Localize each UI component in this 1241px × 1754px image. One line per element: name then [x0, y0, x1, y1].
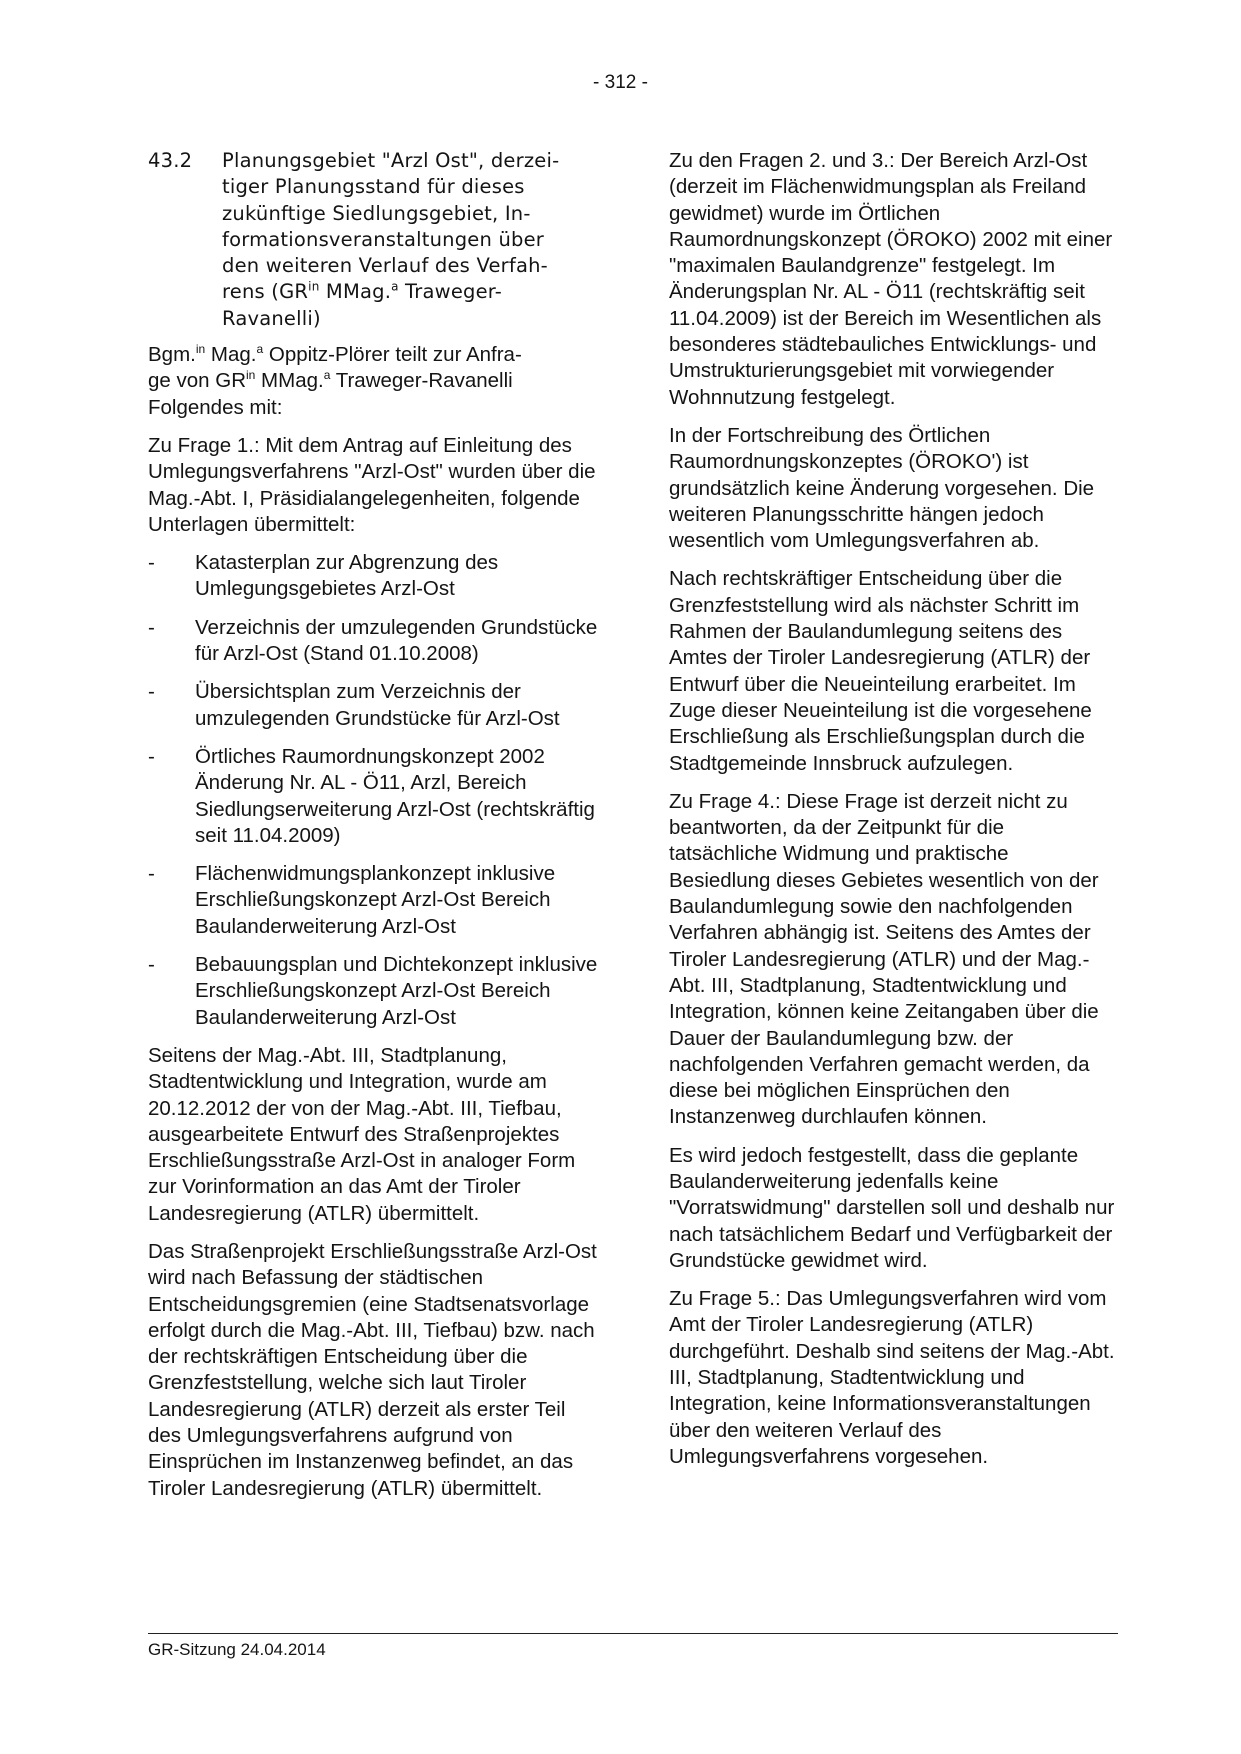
bullet-dash: -	[148, 551, 155, 575]
footer-divider	[148, 1633, 1118, 1634]
intro-text: Bgm.	[148, 343, 196, 367]
question-1-paragraph: Zu Frage 1.: Mit dem Antrag auf Einleitung des Umlegungsverfahrens "Arzl-Ost" wurden über die Mag.-Abt. I, Präsidialangelegenheiten, folgende Unterlagen übermittelt:	[148, 433, 596, 536]
section-title	[222, 148, 598, 332]
superscript: a	[391, 279, 399, 294]
document-list	[148, 550, 598, 1031]
list-item	[148, 861, 598, 940]
entscheidung-paragraph: Nach rechtskräftiger Entscheidung über die Grenzfeststellung wird als nächster Schritt im Rahmen der Baulandumlegung seitens des Amtes der Tiroler Landesregierung (ATLR) der Entwurf über die Neueinteilung erarbeitet. Im Zuge dieser Neueinteilung ist die vorgesehene Erschließung als Erschließungsplan durch die Stadtgemeinde Innsbruck aufzulegen.	[669, 567, 1092, 775]
section-title-line: zukünftige Siedlungsgebiet, In-	[222, 201, 531, 225]
section-title-line: tiger Planungsstand für dieses	[222, 175, 525, 199]
page-number: - 312 -	[593, 72, 648, 93]
section-title-line: den weiteren Verlauf des Verfah-	[222, 254, 548, 278]
section-title-text: MMag.	[319, 280, 392, 304]
list-item-text: Übersichtsplan zum Verzeichnis der umzulegenden Grundstücke für Arzl-Ost	[195, 680, 560, 730]
superscript: a	[256, 342, 264, 357]
superscript: a	[323, 368, 331, 383]
seitens-paragraph: Seitens der Mag.-Abt. III, Stadtplanung, Stadtentwicklung und Integration, wurde am 20.12.2012 der von der Mag.-Abt. III, Tiefbau, ausgearbeitete Entwurf des Straßenprojektes Erschließungsstraße Arzl-Ost in analoger Form zur Vorinformation an das Amt der Tiroler Landesregierung (ATLR) übermittelt.	[148, 1043, 576, 1225]
intro-text: Folgendes mit:	[148, 395, 283, 419]
section-title-text: Traweger-	[398, 280, 502, 304]
intro-text: Traweger-Ravanelli	[330, 369, 513, 393]
question-4-paragraph: Zu Frage 4.: Diese Frage ist derzeit nicht zu beantworten, da der Zeitpunkt für die tatsächliche Widmung und praktische Besiedlung dieses Gebietes wesentlich von der Baulandumlegung sowie den nachfolgenden Verfahren abhängig ist. Seitens des Amtes der Tiroler Landesregierung (ATLR) und der Mag.-Abt. III, Stadtplanung, Stadtentwicklung und Integration, können keine Zeitangaben über die Dauer der Baulandumlegung bzw. der nachfolgenden Verfahren gemacht werden, da diese bei möglichen Einsprüchen den Instanzenweg durchlaufen können.	[669, 789, 1099, 1129]
bullet-dash: -	[148, 680, 155, 704]
list-item-text: Verzeichnis der umzulegenden Grundstücke für Arzl-Ost (Stand 01.10.2008)	[195, 615, 598, 666]
left-column	[148, 148, 598, 1514]
list-item	[148, 952, 598, 1031]
intro-text: Oppitz-Plörer teilt zur Anfra-	[263, 343, 522, 367]
section-title-line: Planungsgebiet "Arzl Ost", derzei-	[222, 149, 560, 172]
list-item-text: Bebauungsplan und Dichtekonzept inklusive Erschließungskonzept Arzl-Ost Bereich Baulanderweiterung Arzl-Ost	[195, 953, 598, 1029]
bullet-dash: -	[148, 744, 155, 768]
section-title-text: rens (GR	[222, 280, 309, 304]
list-item	[148, 744, 598, 849]
question-5-paragraph: Zu Frage 5.: Das Umlegungsverfahren wird vom Amt der Tiroler Landesregierung (ATLR) durchgeführt. Deshalb sind seitens der Mag.-Abt. III, Stadtplanung, Stadtentwicklung und Integration, keine Informationsveranstaltungen über den weiteren Verlauf des Umlegungsverfahrens vorgesehen.	[669, 1287, 1115, 1468]
intro-text: Mag.	[205, 343, 257, 367]
superscript: in	[308, 279, 320, 294]
festgestellt-paragraph: Es wird jedoch festgestellt, dass die geplante Baulanderweiterung jedenfalls keine "Vorratswidmung" darstellen soll und deshalb nur nach tatsächlichem Bedarf und Verfügbarkeit der Grundstücke gewidmet wird.	[669, 1143, 1115, 1272]
superscript: in	[195, 342, 206, 357]
fortschreibung-paragraph: In der Fortschreibung des Örtlichen Raumordnungskonzeptes (ÖROKO') ist grundsätzlich keine Änderung vorgesehen. Die weiteren Planungsschritte hängen jedoch wesentlich vom Umlegungsverfahren ab.	[669, 423, 1095, 553]
superscript: in	[246, 368, 256, 383]
intro-text: MMag.	[255, 369, 324, 393]
list-item	[148, 615, 598, 668]
footer-text: GR-Sitzung 24.04.2014	[148, 1640, 326, 1659]
list-item	[148, 679, 598, 732]
questions-2-3-paragraph: Zu den Fragen 2. und 3.: Der Bereich Arzl-Ost (derzeit im Flächenwidmungsplan als Freiland gewidmet) wurde im Örtlichen Raumordnungskonzept (ÖROKO) 2002 mit einer "maximalen Baulandgrenze" festgelegt. Im Änderungsplan Nr. AL - Ö11 (rechtskräftig seit 11.04.2009) ist der Bereich im Wesentlichen als besonderes städtebauliches Entwicklungs- und Umstrukturierungsgebiet mit vorwiegender Wohnnutzung festgelegt.	[669, 149, 1113, 409]
right-column	[669, 148, 1115, 1482]
strassenprojekt-paragraph: Das Straßenprojekt Erschließungsstraße Arzl-Ost wird nach Befassung der städtischen Entscheidungsgremien (eine Stadtsenatsvorlage erfolgt durch die Mag.-Abt. III, Tiefbau) bzw. nach der rechtskräftigen Entscheidung über die Grenzfeststellung, welche sich laut Tiroler Landesregierung (ATLR) derzeit als erster Teil des Umlegungsverfahrens aufgrund von Einsprüchen im Instanzenweg befindet, an das Tiroler Landesregierung (ATLR) übermittelt.	[148, 1239, 597, 1500]
intro-paragraph	[148, 342, 598, 421]
section-number: 43.2	[148, 149, 193, 172]
bullet-dash: -	[148, 953, 155, 977]
list-item	[148, 550, 598, 603]
intro-text: ge von GR	[148, 369, 246, 393]
section-title-line: Ravanelli)	[222, 306, 321, 330]
bullet-dash: -	[148, 615, 155, 639]
section-title-line: formationsveranstaltungen über	[222, 227, 545, 251]
list-item-text: Örtliches Raumordnungskonzept 2002 Änderung Nr. AL - Ö11, Arzl, Bereich Siedlungserweiterung Arzl-Ost (rechtskräftig seit 11.04.2009)	[195, 744, 595, 847]
bullet-dash: -	[148, 862, 155, 886]
list-item-text: Katasterplan zur Abgrenzung des Umlegungsgebietes Arzl-Ost	[195, 551, 499, 601]
section-heading	[148, 148, 598, 332]
list-item-text: Flächenwidmungsplankonzept inklusive Erschließungskonzept Arzl-Ost Bereich Baulanderweiterung Arzl-Ost	[195, 862, 556, 938]
